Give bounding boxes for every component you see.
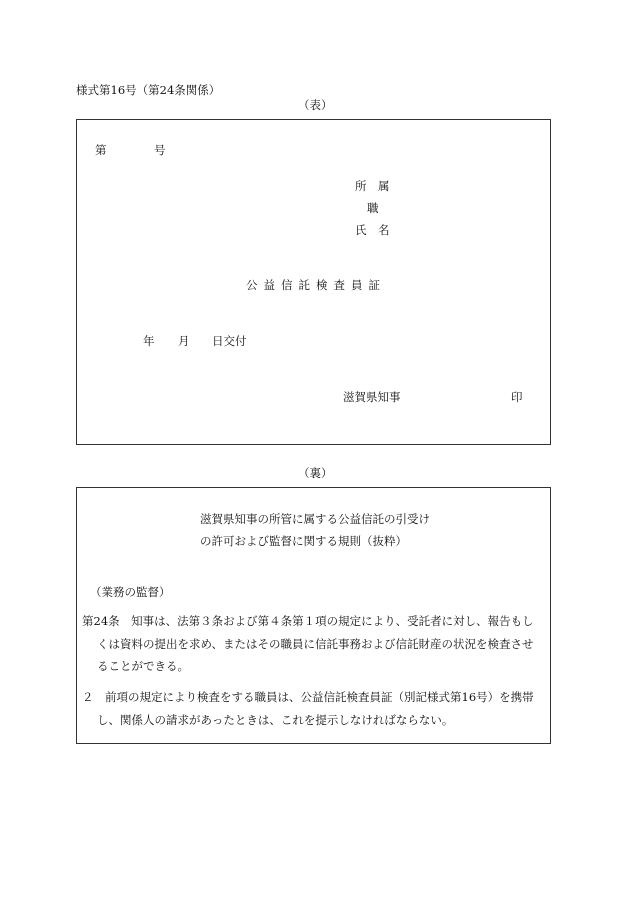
certificate-title: 公益信託検査員証 <box>246 278 386 292</box>
certificate-number-suffix: 号 <box>154 143 166 157</box>
certificate-front <box>76 119 551 445</box>
name-label: 氏 名 <box>355 223 390 237</box>
article-24-paragraph-2 <box>82 686 546 731</box>
issue-date-day: 日交付 <box>212 334 247 348</box>
paragraph-2-line: ２ 前項の規定により検査をする職員は、公益信託検査員証（別記様式第16号）を携帯 <box>82 690 534 704</box>
article-24-line: ることができる。 <box>97 659 189 673</box>
paragraph-2-line: し、関係人の請求があったときは、これを提示しなければならない。 <box>97 712 454 727</box>
front-side-label: （表） <box>298 98 333 112</box>
rule-title-line1: 滋賀県知事の所管に属する公益信託の引受け <box>200 512 430 526</box>
back-side-label: （裏） <box>298 466 333 480</box>
section-heading: （業務の監督） <box>90 585 171 599</box>
issue-date-year: 年 <box>143 334 155 348</box>
position-label: 職 <box>367 201 379 215</box>
article-24 <box>82 610 546 678</box>
article-24-line: 第24条 知事は、法第３条および第４条第１項の規定により、受託者に対し、報告もし <box>82 614 534 628</box>
article-24-line: くは資料の提出を求め、またはその職員に信託事務および信託財産の状況を検査させ <box>97 636 534 651</box>
certificate-number-prefix: 第 <box>95 143 107 157</box>
seal-mark: 印 <box>511 390 523 404</box>
rule-title-line2: の許可および監督に関する規則（抜粋） <box>200 534 407 548</box>
issue-date-month: 月 <box>178 334 190 348</box>
issuer-name: 滋賀県知事 <box>343 390 401 404</box>
form-number: 様式第16号（第24条関係） <box>76 83 221 97</box>
affiliation-label: 所 属 <box>355 179 390 193</box>
